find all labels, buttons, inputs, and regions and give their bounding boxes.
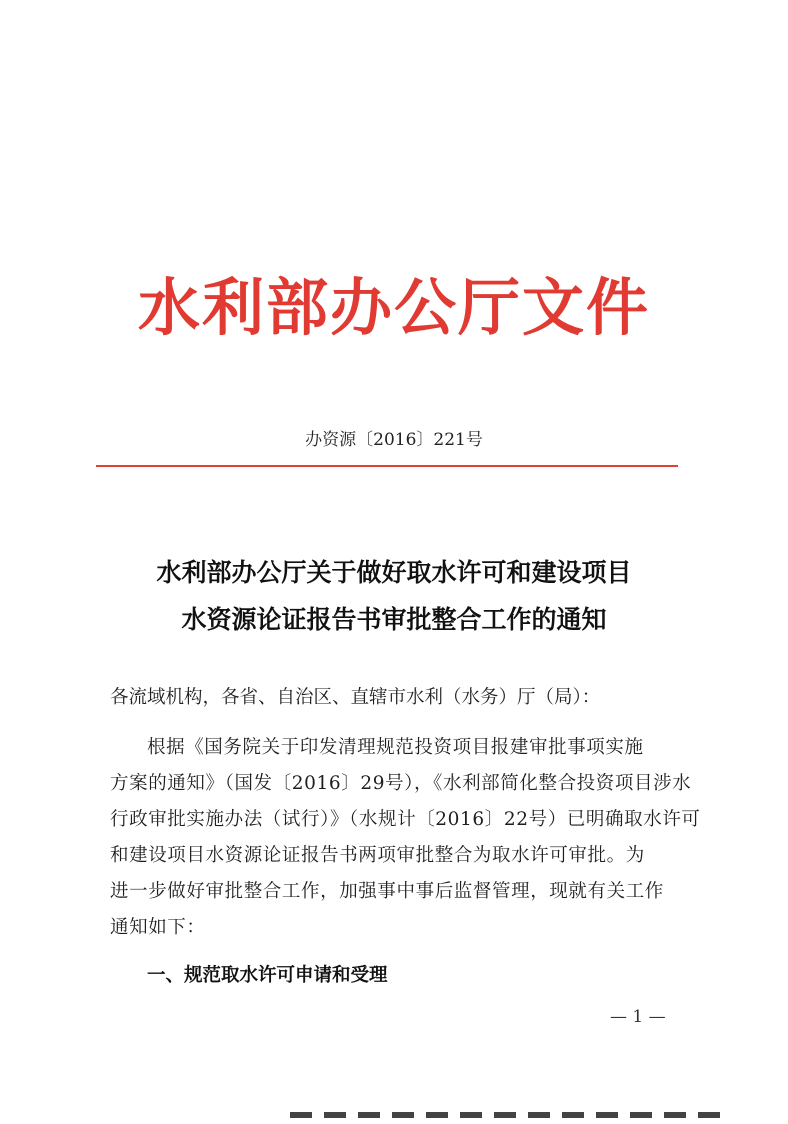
paragraph-line: 方案的通知》（国发〔2016〕29号），《水利部简化整合投资项目涉水: [110, 773, 692, 794]
document-header-title: 水利部办公厅文件: [137, 271, 650, 344]
paragraph-line: 通知如下：: [110, 917, 206, 938]
paragraph-line: 进一步做好审批整合工作，加强事中事后监督管理，现就有关工作: [110, 881, 664, 902]
scan-bottom-edge-marks: [290, 1112, 730, 1118]
notice-title-line-1: 水利部办公厅关于做好取水许可和建设项目: [156, 558, 632, 587]
page-number: — 1 —: [610, 1007, 666, 1027]
addressee: 各流域机构，各省、自治区、直辖市水利（水务）厅（局）：: [110, 687, 601, 708]
section-heading: 一、规范取水许可申请和受理: [147, 965, 388, 986]
document-number: 办资源〔2016〕221号: [305, 430, 483, 450]
notice-title-line-2: 水资源论证报告书审批整合工作的通知: [181, 605, 607, 634]
paragraph-line: 行政审批实施办法（试行）》（水规计〔2016〕22号）已明确取水许可: [110, 809, 701, 830]
paragraph-line: 和建设项目水资源论证报告书两项审批整合为取水许可审批。为: [110, 845, 645, 866]
paragraph-line: 根据《国务院关于印发清理规范投资项目报建审批事项实施: [147, 737, 644, 758]
body-paragraph: [110, 730, 710, 946]
red-divider-line: [96, 465, 678, 467]
